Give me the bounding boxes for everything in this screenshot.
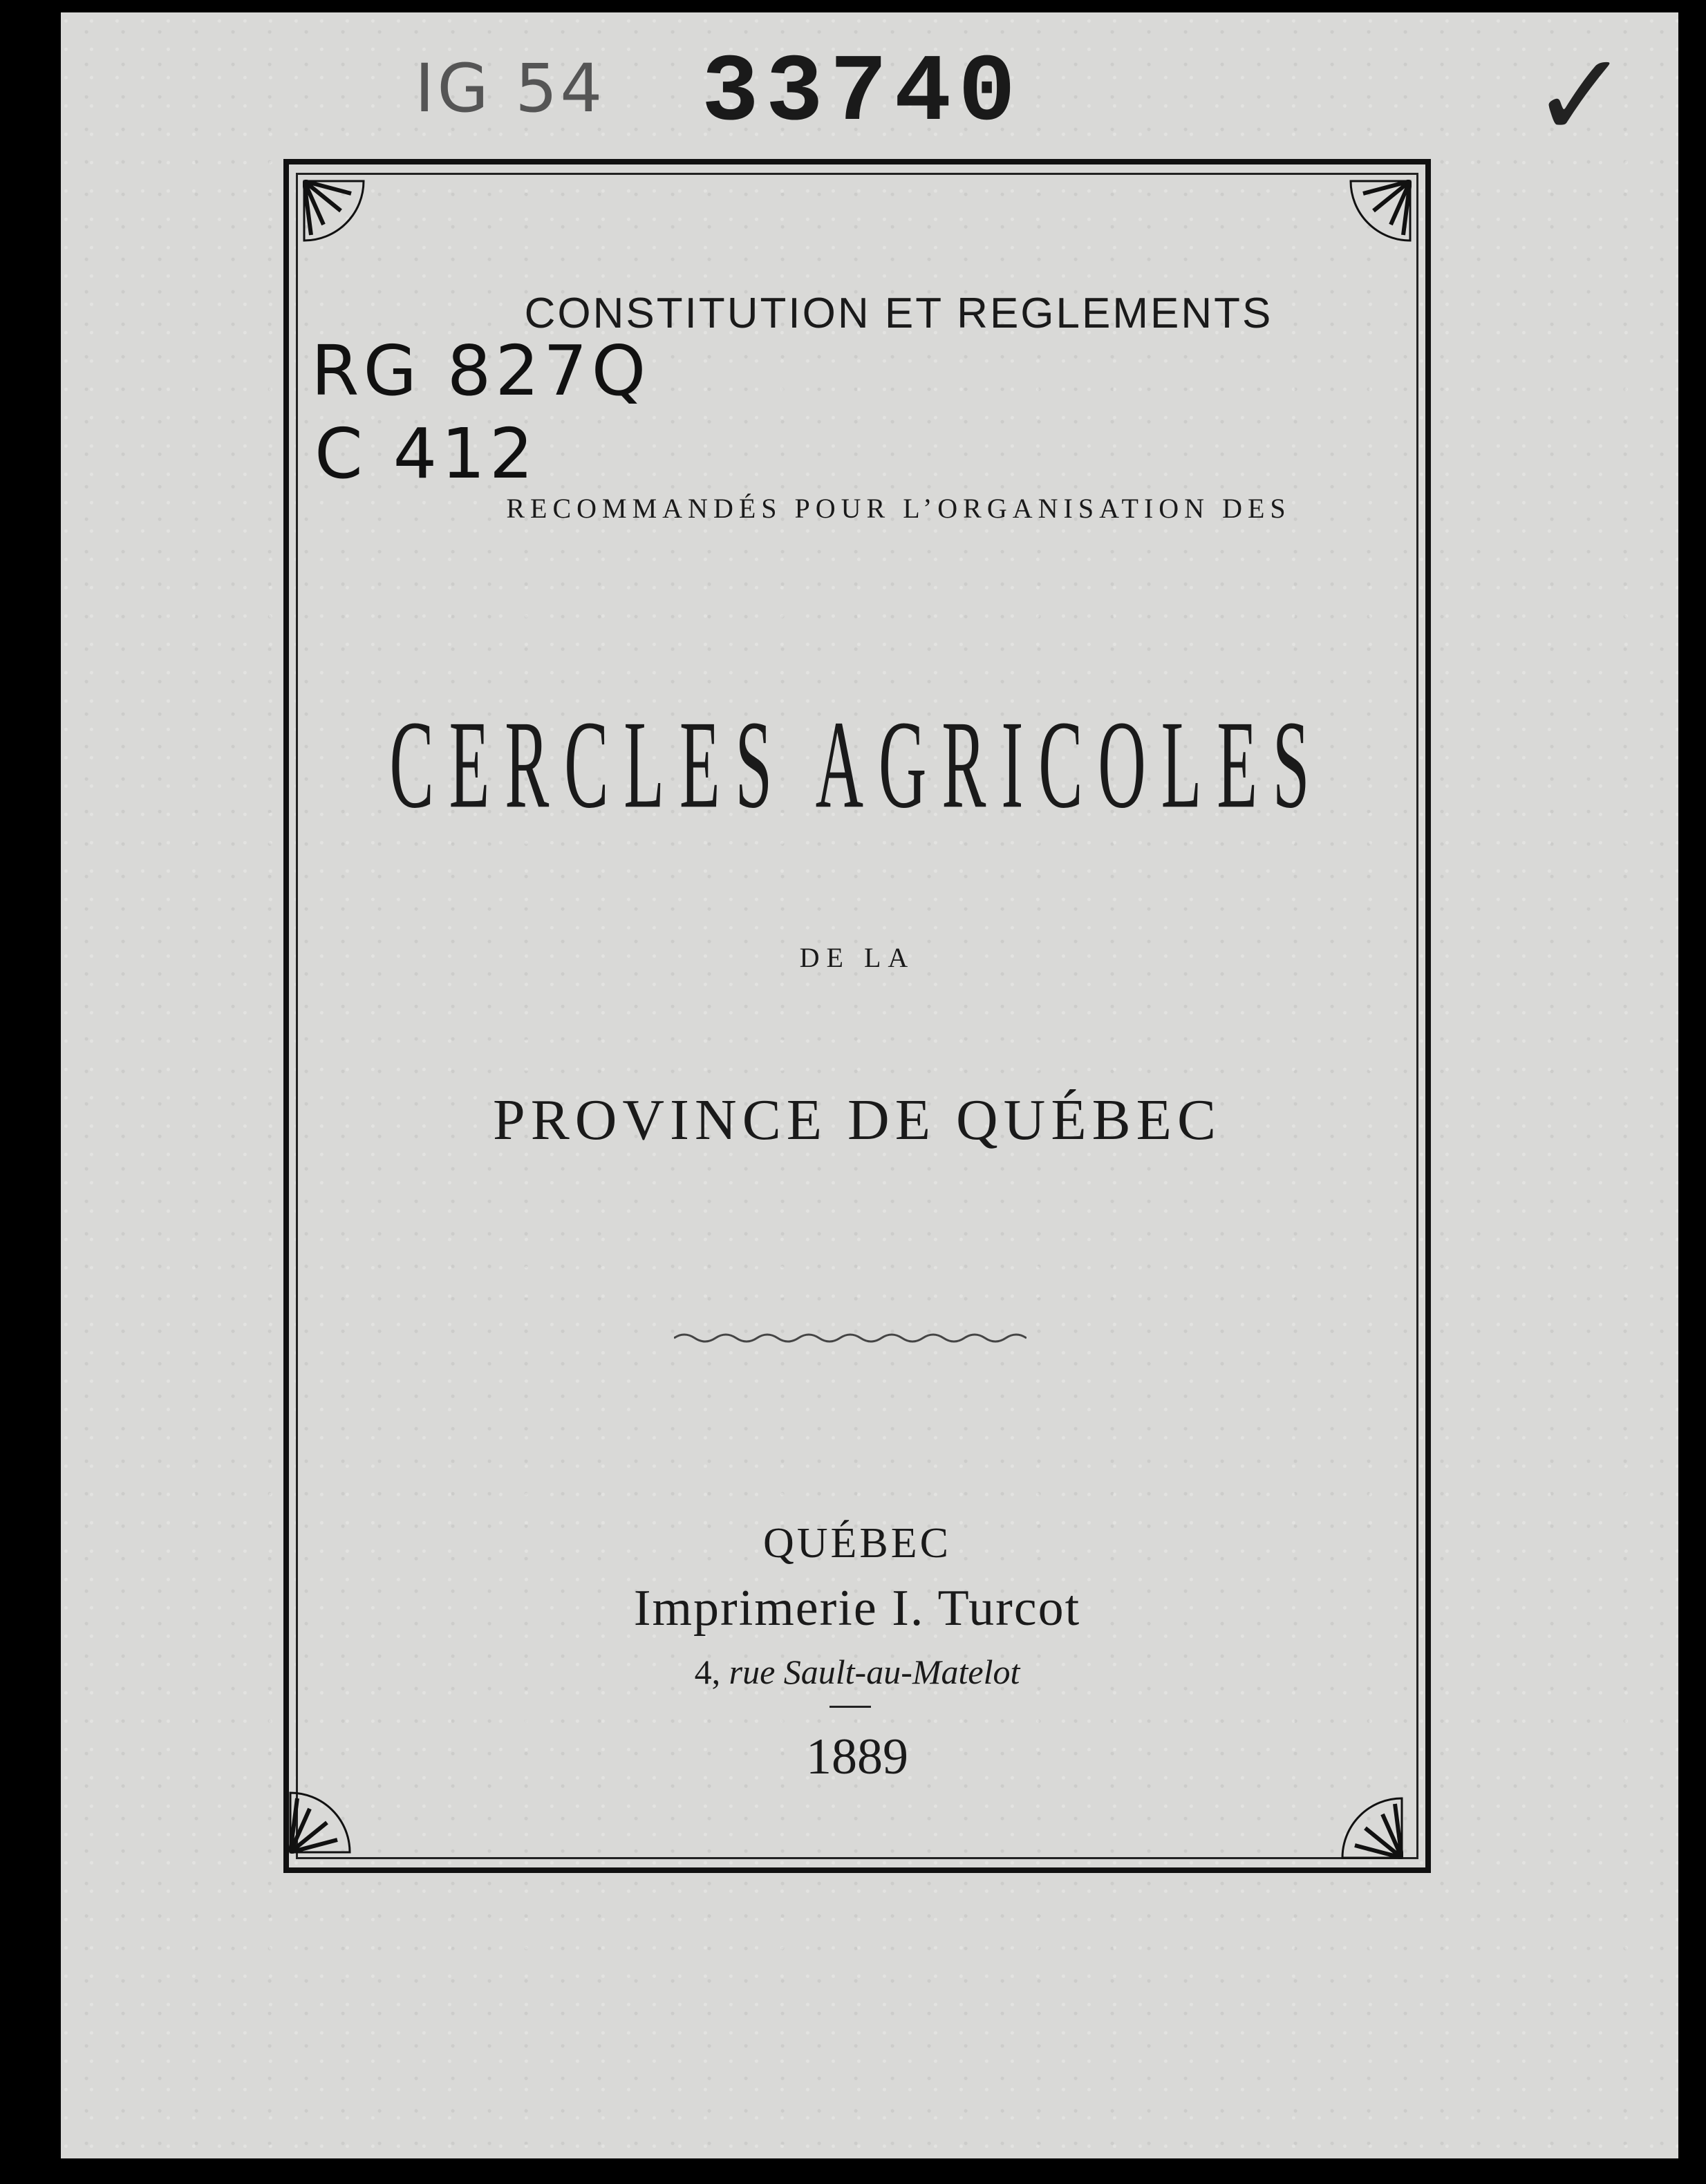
main-title (296, 693, 1418, 835)
connector-text: DE LA (799, 942, 915, 973)
address-street: rue Sault-au-Matelot (729, 1653, 1020, 1691)
imprint-printer: Imprimerie I. Turcot (633, 1580, 1081, 1637)
subheading: RECOMMANDÉS POUR L’ORGANISATION DES (506, 493, 1291, 524)
corner-ornament-bottom-right-icon (1341, 1797, 1403, 1859)
ornamental-rule (674, 1331, 1027, 1345)
address-number: 4, (694, 1653, 721, 1691)
imprint-address (296, 1652, 1418, 1692)
province-title: PROVINCE DE QUÉBEC (492, 1088, 1221, 1152)
catalog-pencil-mark: IG 54 (415, 50, 606, 127)
main-title-text: CERCLES AGRICOLES (389, 693, 1325, 835)
call-number-line1: RG 827Q (311, 330, 650, 411)
imprint-city: QUÉBEC (763, 1520, 951, 1567)
catalog-number: 33740 (702, 40, 1023, 148)
imprint-divider (829, 1706, 871, 1708)
imprint-year: 1889 (806, 1729, 908, 1785)
call-number-line2: C 412 (315, 413, 538, 494)
corner-ornament-bottom-left-icon (289, 1791, 351, 1854)
corner-ornament-top-right-icon (1349, 180, 1412, 242)
checkmark-icon: ✓ (1531, 28, 1630, 164)
heading: CONSTITUTION ET REGLEMENTS (524, 290, 1273, 337)
corner-ornament-top-left-icon (303, 180, 365, 242)
